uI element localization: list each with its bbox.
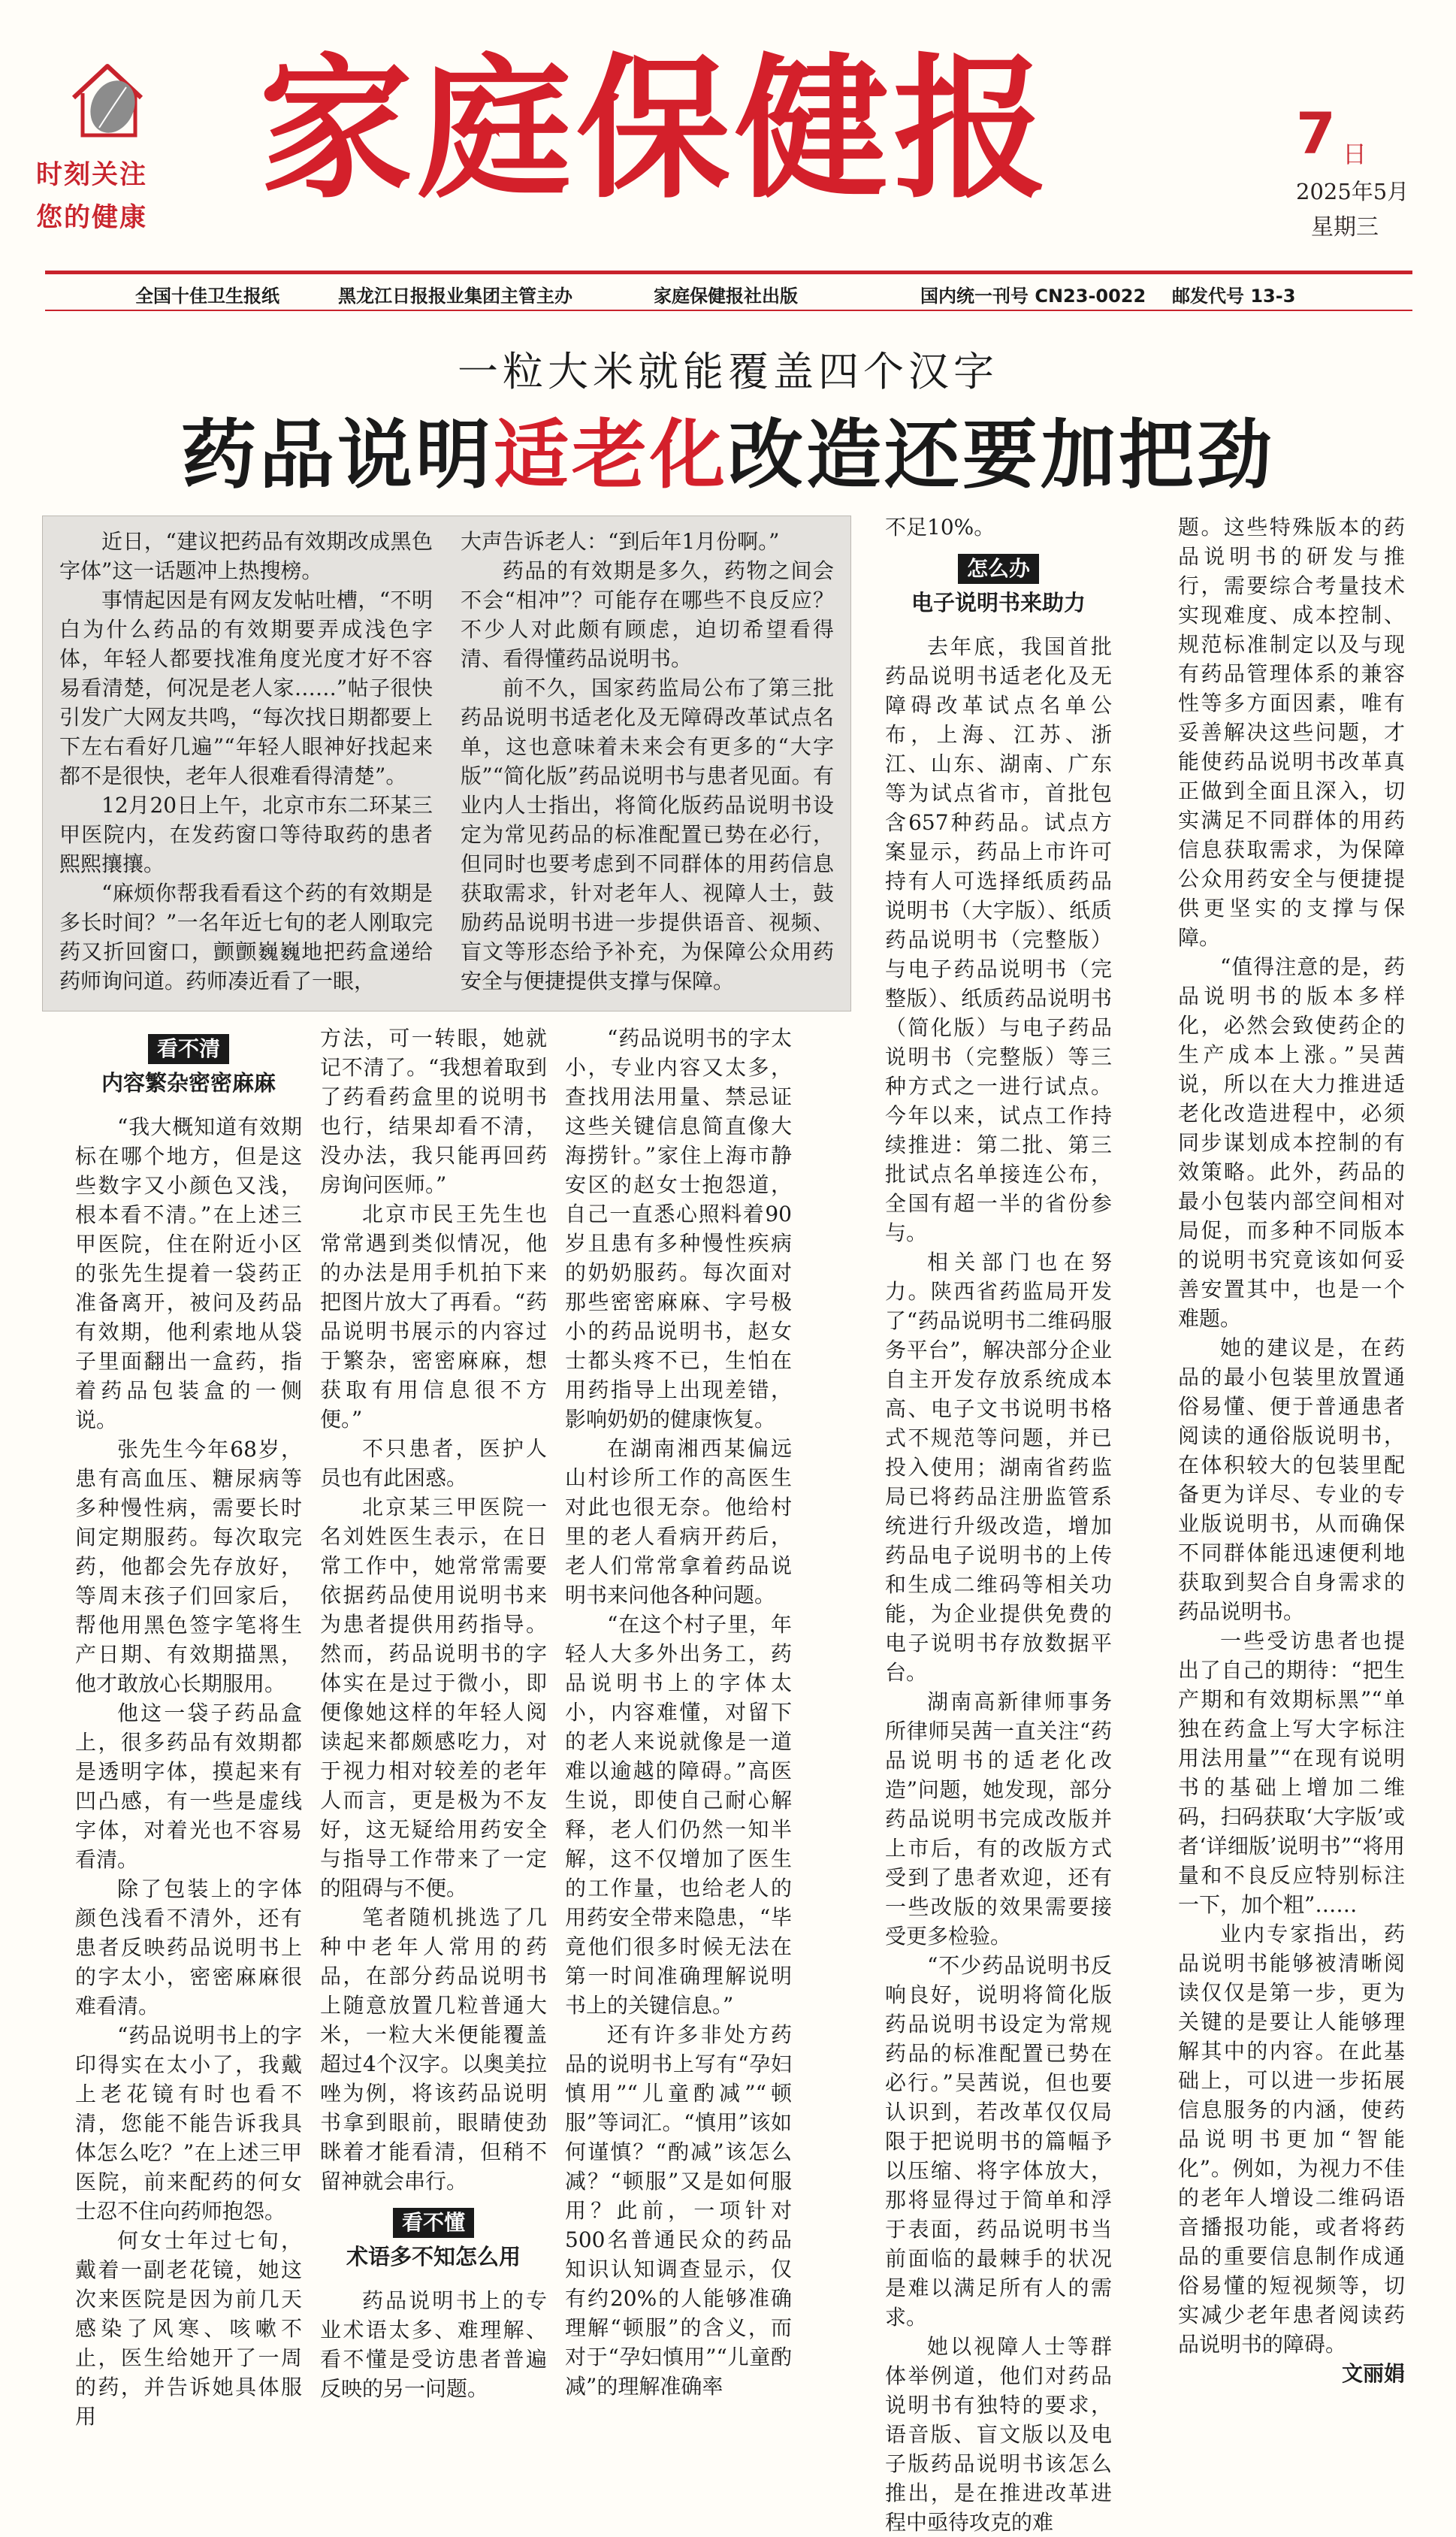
lead-paragraph: 大声告诉老人：“到后年1月份啊。” bbox=[461, 529, 780, 554]
section-title: 内容繁杂密密麻麻 bbox=[101, 1070, 276, 1096]
body-paragraph: “在这个村子里，年轻人大多外出务工，药品说明书上的字体太小，内容难懂，对留下的老人来说就像是一道难以逾越的障碍。”高医生说，即使自己耐心解释，老人们仍然一知半解，这不仅增加了医生的工作量，也给老人的用药安全带来隐患，“毕竟他们很多时候无法在第一时间准确理解说明书上的关键信息。” bbox=[565, 1612, 792, 2018]
lead-paragraph: 12月20日上午，北京市东二环某三甲医院内，在发药窗口等待取药的患者熙熙攘攘。 bbox=[59, 793, 433, 876]
body-paragraph: 湖南高新律师事务所律师吴茜一直关注“药品说明书的适老化改造”问题，她发现，部分药品说明书完成改版并上市后，有的改版方式受到了患者欢迎，还有一些改版的效果需要接受更多检验。 bbox=[885, 1689, 1112, 1949]
body-paragraph: 他这一袋子药品盒上，很多药品有效期都是透明字体，摸起来有凹凸感，有一些是虚线字体，对着光也不容易看清。 bbox=[75, 1701, 302, 1872]
body-paragraph: “药品说明书的字太小，专业内容又太多，查找用法用量、禁忌证这些关键信息简直像大海捞针。”家住上海市静安区的赵女士抱怨道，自己一直悉心照料着90岁且患有多种慢性疾病的奶奶服药。每次面对那些密密麻麻、字号极小的药品说明书，赵女士都头疼不已，生怕在用药指导上出现差错，影响奶奶的健康恢复。 bbox=[565, 1026, 792, 1432]
column-1 bbox=[75, 1022, 302, 2429]
info-sponsor: 黑龙江日报报业集团主管主办 bbox=[338, 286, 572, 307]
body-paragraph: 不只患者，医护人员也有此困惑。 bbox=[320, 1436, 547, 1490]
masthead-rule-top bbox=[45, 271, 1412, 274]
slogan-line1: 时刻关注 bbox=[36, 159, 148, 190]
section-tag: 看不懂 bbox=[393, 2208, 474, 2238]
lead-paragraph: 近日，“建议把药品有效期改成黑色字体”这一话题冲上热搜榜。 bbox=[59, 529, 433, 583]
lead-paragraph: 前不久，国家药监局公布了第三批药品说明书适老化及无障碍改革试点名单，这也意味着未来会有更多的“大字版”“简化版”药品说明书与患者见面。有业内人士指出，将简化版药品说明书设定为常见药品的标准配置已势在必行，但同时也要考虑到不同群体的用药信息获取需求，针对老年人、视障人士，鼓励药品说明书进一步提供语音、视频、盲文等形态给予补充，为保障公众用药安全与便捷提供支撑与保障。 bbox=[461, 676, 834, 993]
body-paragraph: 她的建议是，在药品的最小包装里放置通俗易懂、便于普通患者阅读的通俗版说明书，在体积较大的包装里配备更为详尽、专业的专业版说明书，从而确保不同群体能迅速便利地获取到契合自身需求的药品说明书。 bbox=[1178, 1335, 1405, 1624]
body-paragraph: “我大概知道有效期标在哪个地方，但是这些数字又小颜色又浅，根本看不清。”在上述三甲医院，住在附近小区的张先生提着一袋药正准备离开，被问及药品有效期，他利索地从袋子里面翻出一盒药，指着药品包装盒的一侧说。 bbox=[75, 1114, 302, 1432]
body-paragraph: 业内专家指出，药品说明书能够被清晰阅读仅仅是第一步，更为关键的是要让人能够理解其中的内容。在此基础上，可以进一步拓展信息服务的内涵，使药品说明书更加“智能化”。例如，为视力不佳的老年人增设二维码语音播报功能，或者将药品的重要信息制作成通俗易懂的短视频等，切实减少老年患者阅读药品说明书的障碍。 bbox=[1178, 1922, 1405, 2357]
house-leaf-logo-icon bbox=[66, 60, 156, 143]
date-ri: 日 bbox=[1343, 140, 1367, 168]
section-title: 术语多不知怎么用 bbox=[346, 2244, 521, 2269]
headline-part1: 药品说明 bbox=[181, 410, 494, 499]
body-paragraph: 不足10%。 bbox=[885, 515, 995, 540]
lead-column-right bbox=[461, 527, 834, 996]
body-paragraph: 她以视障人士等群体举例道，他们对药品说明书有独特的要求，语音版、盲文版以及电子版药品说明书该怎么推出，是在推进改革进程中亟待攻克的难 bbox=[885, 2334, 1112, 2535]
body-paragraph: 相关部门也在努力。陕西省药监局开发了“药品说明书二维码服务平台”，解决部分企业自主开发存放系统成本高、电子文书说明书格式不规范等问题，并已投入使用；湖南省药监局已将药品注册监管系统进行升级改造，增加药品电子说明书的上传和生成二维码等相关功能，为企业提供免费的电子说明书存放数据平台。 bbox=[885, 1250, 1112, 1685]
column-2 bbox=[320, 1024, 547, 2401]
lead-paragraph: 事情起因是有网友发帖吐槽，“不明白为什么药品的有效期要弄成浅色字体，年轻人都要找准角度光度才好不容易看清楚，何况是老人家……”帖子很快引发广大网友共鸣，“每次找日期都要上下左右看好几遍”“年轻人眼神好找起来都不是很快，老年人很难看得清楚”。 bbox=[59, 588, 433, 788]
body-paragraph: 笔者随机挑选了几种中老年人常用的药品，在部分药品说明书上随意放置几粒普通大米，一粒大米便能覆盖超过4个汉字。以奥美拉唑为例，将该药品说明书拿到眼前，眼睛使劲眯着才能看清，但稍不留神就会串行。 bbox=[320, 1905, 547, 2194]
body-paragraph: 还有许多非处方药品的说明书上写有“孕妇慎用”“儿童酌减”“顿服”等词汇。“慎用”该如何谨慎？“酌减”该怎么减？“顿服”又是如何服用？此前，一项针对500名普通民众的药品知识认知调查显示，仅有约20%的人能够准确理解“顿服”的含义，而对于“孕妇慎用”“儿童酌减”的理解准确率 bbox=[565, 2022, 792, 2399]
section-header-hard-to-understand bbox=[320, 2208, 547, 2272]
column-3 bbox=[565, 1024, 792, 2399]
section-title: 电子说明书来助力 bbox=[911, 590, 1086, 615]
body-paragraph: 题。这些特殊版本的药品说明书的研发与推行，需要综合考量技术实现难度、成本控制、规范标准制定以及与现有药品管理体系的兼容性等多方面因素，唯有妥善解决这些问题，才能使药品说明书改革真正做到全面且深入，切实满足不同群体的用药信息获取需求，为保障公众用药安全与便捷提供更坚实的支撑与保障。 bbox=[1178, 515, 1405, 950]
column-5 bbox=[1178, 513, 1405, 2386]
info-publisher: 家庭保健报社出版 bbox=[654, 286, 798, 307]
body-paragraph: 除了包装上的字体颜色浅看不清外，还有患者反映药品说明书上的字太小，密密麻麻很难看清。 bbox=[75, 1876, 302, 2018]
body-paragraph: 北京某三甲医院一名刘姓医生表示，在日常工作中，她常常需要依据药品使用说明书来为患者提供用药指导。然而，药品说明书的字体实在是过于微小，即便像她这样的年轻人阅读起来都颇感吃力，对于视力相对较差的老年人而言，更是极为不友好，这无疑给用药安全与指导工作带来了一定的阻碍与不便。 bbox=[320, 1495, 547, 1900]
info-postal-code: 邮发代号 13-3 bbox=[1172, 286, 1296, 307]
section-header-unclear bbox=[75, 1034, 302, 1099]
date-day: 7 bbox=[1296, 100, 1336, 167]
masthead bbox=[0, 0, 1456, 301]
info-award: 全国十佳卫生报纸 bbox=[135, 286, 279, 307]
date-year-month: 2025年5月 bbox=[1296, 179, 1409, 204]
body-paragraph: 在湖南湘西某偏远山村诊所工作的高医生对此也很无奈。他给村里的老人看病开药后，老人们常常拿着药品说明书来问他各种问题。 bbox=[565, 1436, 792, 1607]
author-byline: 文丽娟 bbox=[1341, 2361, 1405, 2386]
info-cn-number: 国内统一刊号 CN23-0022 bbox=[920, 286, 1146, 307]
newspaper-title: 家庭保健报 bbox=[259, 39, 1052, 219]
lead-paragraph: “麻烦你帮我看看这个药的有效期是多长时间？”一名年近七旬的老人刚取完药又折回窗口，颤颤巍巍地把药盒递给药师询问道。药师凑近看了一眼， bbox=[59, 881, 433, 993]
body-paragraph: “不少药品说明书反响良好，说明将简化版药品说明书设定为常规药品的标准配置已势在必行。”吴茜说，但也要认识到，若改革仅仅局限于把说明书的篇幅予以压缩、将字体放大，那将显得过于简单和浮于表面，药品说明书当前面临的最棘手的状况是难以满足所有人的需求。 bbox=[885, 1953, 1112, 2330]
slogan-line2: 您的健康 bbox=[36, 202, 148, 233]
body-paragraph: 去年底，我国首批药品说明书适老化及无障碍改革试点名单公布，上海、江苏、浙江、山东、湖南、广东等为试点省市，首批包含657种药品。试点方案显示，药品上市许可持有人可选择纸质药品说明书（大字版）、纸质药品说明书（完整版）与电子药品说明书（完整版）、纸质药品说明书（简化版）与电子药品说明书（完整版）等三种方式之一进行试点。今年以来，试点工作持续推进：第二批、第三批试点名单接连公布，全国有超一半的省份参与。 bbox=[885, 634, 1112, 1245]
lead-column-left bbox=[59, 527, 433, 996]
article-headline bbox=[0, 395, 1456, 503]
body-paragraph: 何女士年过七旬，戴着一副老花镜，她这次来医院是因为前几天感染了风寒、咳嗽不止，医生给她开了一周的药，并告诉她具体服用 bbox=[75, 2228, 302, 2429]
article-subhead: 一粒大米就能覆盖四个汉字 bbox=[458, 348, 998, 395]
date-weekday: 星期三 bbox=[1311, 214, 1379, 240]
column-4 bbox=[885, 513, 1112, 2535]
headline-highlight: 适老化 bbox=[494, 410, 728, 499]
section-tag: 怎么办 bbox=[958, 554, 1039, 584]
body-paragraph: 北京市民王先生也常常遇到类似情况，他的办法是用手机拍下来把图片放大了再看。“药品说明书展示的内容过于繁杂，密密麻麻，想获取有用信息很不方便。” bbox=[320, 1202, 547, 1432]
body-paragraph: 一些受访患者也提出了自己的期待：“把生产期和有效期标黑”“单独在药盒上写大字标注用法用量”“在现有说明书的基础上增加二维码，扫码获取‘大字版’或者‘详细版’说明书”“将用量和不良反应特别标注一下，加个粗”…… bbox=[1178, 1628, 1405, 1917]
lead-box bbox=[42, 516, 851, 1011]
body-paragraph: “药品说明书上的字印得实在太小了，我戴上老花镜有时也看不清，您能不能告诉我具体怎么吃？”在上述三甲医院，前来配药的何女士忍不住向药师抱怨。 bbox=[75, 2023, 302, 2224]
masthead-rule-bottom bbox=[45, 310, 1412, 311]
lead-paragraph: 药品的有效期是多久，药物之间会不会“相冲”？可能存在哪些不良反应？不少人对此颇有顾虑，迫切希望看得清、看得懂药品说明书。 bbox=[461, 558, 834, 671]
body-paragraph: 方法，可一转眼，她就记不清了。“我想着取到了药看药盒里的说明书也行，结果却看不清，没办法，我只能再回药房询问医师。” bbox=[320, 1026, 547, 1197]
body-paragraph: 药品说明书上的专业术语太多、难理解、看不懂是受访患者普遍反映的另一问题。 bbox=[320, 2288, 547, 2401]
section-tag: 看不清 bbox=[148, 1034, 229, 1064]
headline-part2: 改造还要加把劲 bbox=[728, 410, 1275, 499]
body-paragraph: 张先生今年68岁，患有高血压、糖尿病等多种慢性病，需要长时间定期服药。每次取完药，他都会先存放好，等周末孩子们回家后，帮他用黑色签字笔将生产日期、有效期描黑，他才敢放心长期服用。 bbox=[75, 1437, 302, 1696]
section-header-what-to-do bbox=[885, 554, 1112, 618]
body-paragraph: “值得注意的是，药品说明书的版本多样化，必然会致使药企的生产成本上涨。”吴茜说，所以在大力推进适老化改造进程中，必须同步谋划成本控制的有效策略。此外，药品的最小包装内部空间相对局促，而多种不同版本的说明书究竟该如何妥善安置其中，也是一个难题。 bbox=[1178, 954, 1405, 1331]
